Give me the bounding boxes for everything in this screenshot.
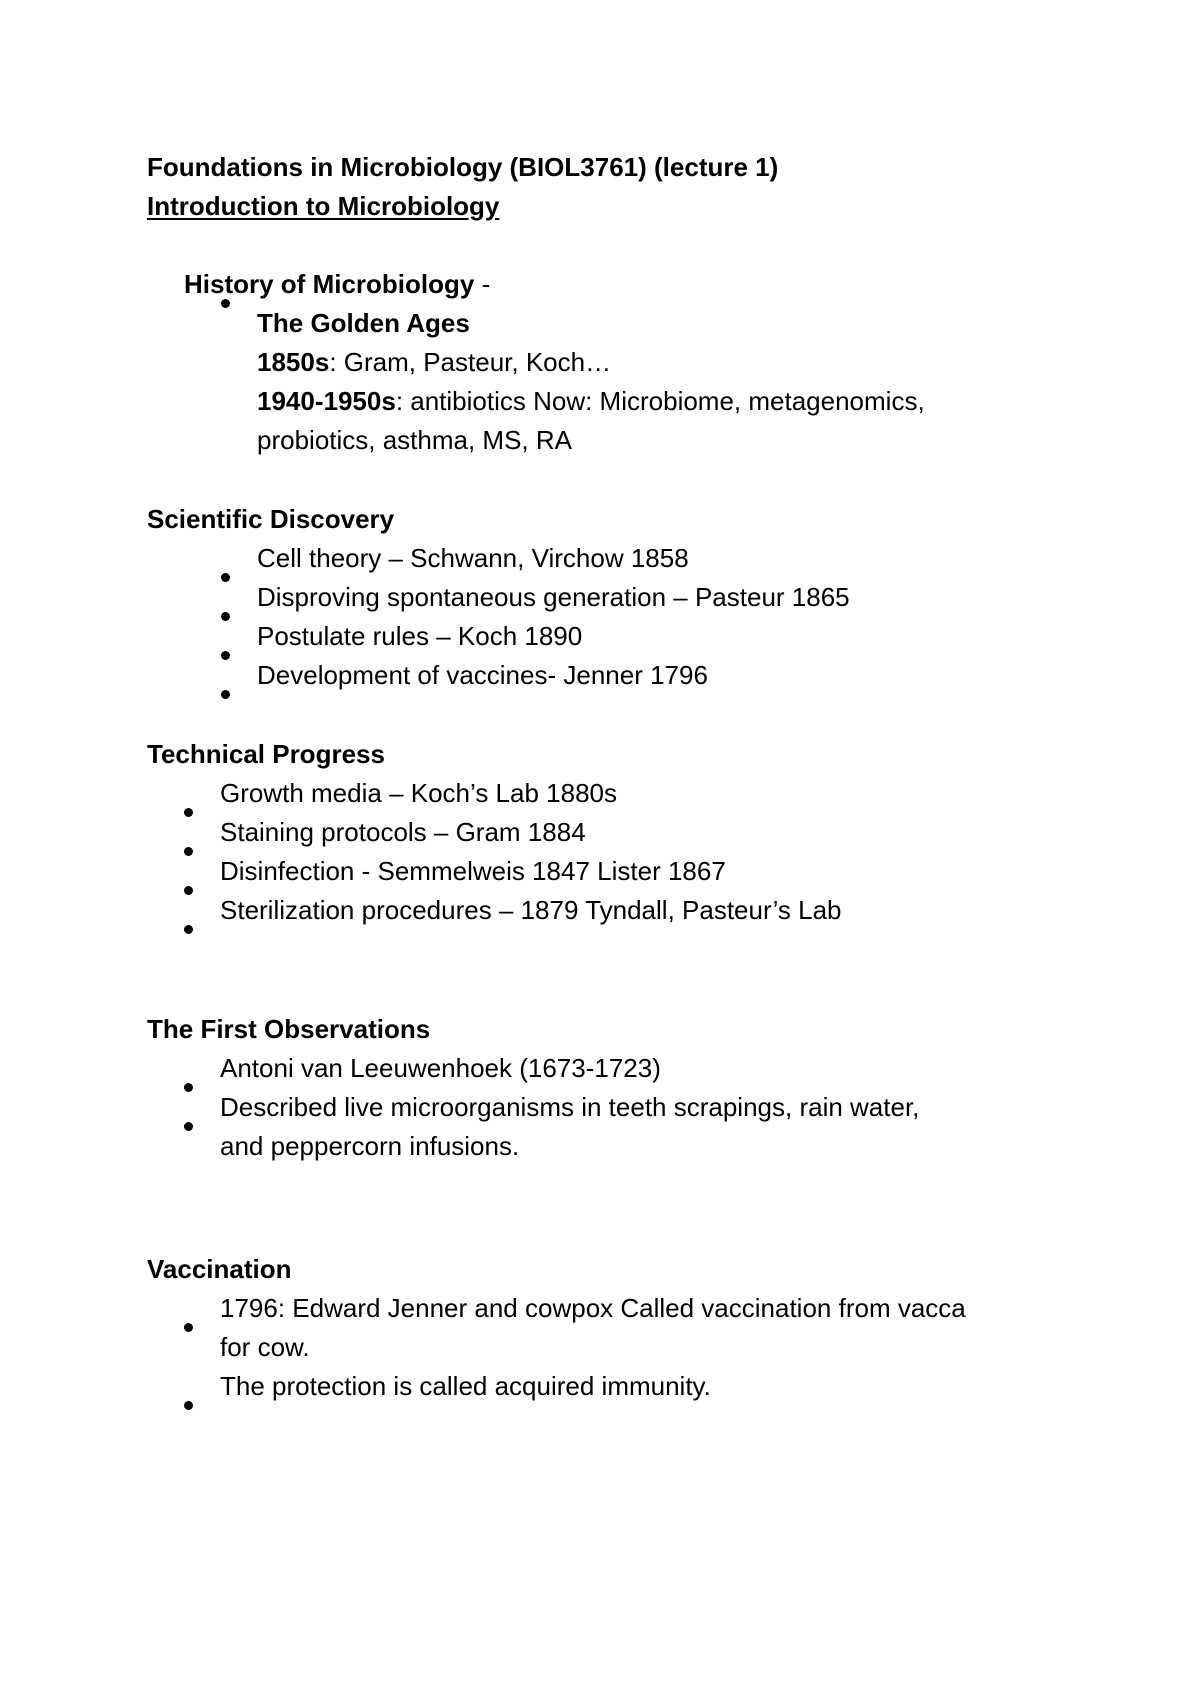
bullet-icon (221, 671, 230, 710)
list-item: Development of vaccines- Jenner 1796 (257, 660, 708, 690)
section-heading: Technical Progress (147, 739, 385, 769)
history-heading: History of Microbiology - (184, 269, 491, 299)
bullet-icon (184, 789, 193, 828)
bullet-icon (221, 280, 230, 319)
bullet-icon (221, 593, 230, 632)
list-item: Described live microorganisms in teeth scrapings, rain water, (220, 1092, 920, 1122)
list-item: Sterilization procedures – 1879 Tyndall, Pasteur’s Lab (220, 895, 842, 925)
section-heading: Vaccination (147, 1254, 292, 1284)
list-item: Antoni van Leeuwenhoek (1673-1723) (220, 1053, 661, 1083)
bullet-icon (184, 1103, 193, 1142)
golden-ages-line: probiotics, asthma, MS, RA (257, 425, 572, 455)
page-title: Foundations in Microbiology (BIOL3761) (lecture 1) (147, 152, 779, 182)
list-item: Staining protocols – Gram 1884 (220, 817, 586, 847)
list-item: Postulate rules – Koch 1890 (257, 621, 583, 651)
bullet-icon (184, 906, 193, 945)
bullet-icon (184, 1064, 193, 1103)
list-item: Growth media – Koch’s Lab 1880s (220, 778, 617, 808)
bullet-icon (221, 632, 230, 671)
page-subtitle: Introduction to Microbiology (147, 191, 500, 221)
list-item: The protection is called acquired immunity. (220, 1371, 711, 1401)
golden-ages-item: The Golden Ages (257, 308, 470, 338)
list-item: Disproving spontaneous generation – Pasteur 1865 (257, 582, 850, 612)
bullet-icon (221, 554, 230, 593)
list-item: 1796: Edward Jenner and cowpox Called vaccination from vacca (220, 1293, 966, 1323)
bullet-icon (184, 828, 193, 867)
bullet-icon (184, 1382, 193, 1421)
list-item-continuation: for cow. (220, 1332, 310, 1362)
bullet-icon (184, 867, 193, 906)
list-item: Cell theory – Schwann, Virchow 1858 (257, 543, 689, 573)
bullet-icon (184, 1304, 193, 1343)
golden-ages-line: 1850s: Gram, Pasteur, Koch… (257, 347, 612, 377)
section-heading: Scientific Discovery (147, 504, 395, 534)
list-item-continuation: and peppercorn infusions. (220, 1131, 520, 1161)
section-heading: The First Observations (147, 1014, 431, 1044)
list-item: Disinfection - Semmelweis 1847 Lister 1867 (220, 856, 726, 886)
golden-ages-line: 1940-1950s: antibiotics Now: Microbiome, metagenomics, (257, 386, 925, 416)
